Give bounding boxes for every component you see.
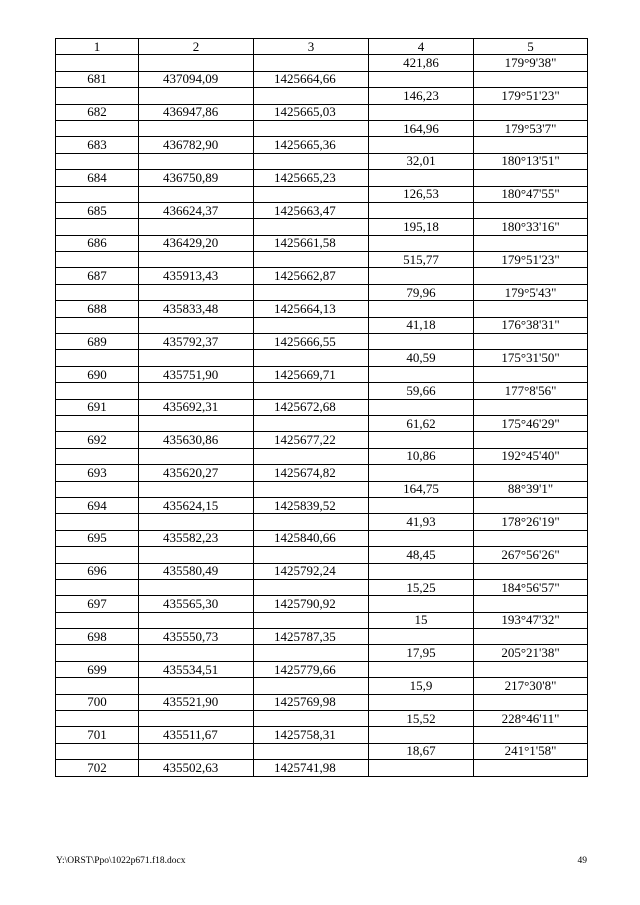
table-row xyxy=(56,678,588,694)
column-header-x: 2 xyxy=(139,39,254,55)
x-coordinate-cell xyxy=(139,514,254,530)
angle-cell xyxy=(474,661,588,677)
distance-cell: 48,45 xyxy=(369,547,474,563)
point-number-cell xyxy=(56,317,139,333)
table-row xyxy=(56,563,588,579)
distance-cell xyxy=(369,661,474,677)
point-number-cell: 686 xyxy=(56,235,139,251)
distance-cell xyxy=(369,301,474,317)
x-coordinate-cell xyxy=(139,612,254,628)
x-coordinate-cell: 435565,30 xyxy=(139,596,254,612)
distance-cell xyxy=(369,694,474,710)
y-coordinate-cell xyxy=(254,186,369,202)
angle-cell xyxy=(474,727,588,743)
point-number-cell xyxy=(56,219,139,235)
point-number-cell: 697 xyxy=(56,596,139,612)
distance-cell: 79,96 xyxy=(369,284,474,300)
table-row xyxy=(56,153,588,169)
angle-cell xyxy=(474,497,588,513)
y-coordinate-cell xyxy=(254,383,369,399)
angle-cell: 228°46'11" xyxy=(474,711,588,727)
table-row xyxy=(56,694,588,710)
y-coordinate-cell xyxy=(254,547,369,563)
y-coordinate-cell: 1425779,66 xyxy=(254,661,369,677)
x-coordinate-cell xyxy=(139,350,254,366)
point-number-cell: 688 xyxy=(56,301,139,317)
y-coordinate-cell: 1425669,71 xyxy=(254,366,369,382)
y-coordinate-cell xyxy=(254,284,369,300)
y-coordinate-cell: 1425741,98 xyxy=(254,760,369,776)
angle-cell xyxy=(474,596,588,612)
angle-cell: 176°38'31" xyxy=(474,317,588,333)
angle-cell: 178°26'19" xyxy=(474,514,588,530)
y-coordinate-cell: 1425790,92 xyxy=(254,596,369,612)
point-number-cell xyxy=(56,120,139,136)
x-coordinate-cell: 435502,63 xyxy=(139,760,254,776)
x-coordinate-cell: 435833,48 xyxy=(139,301,254,317)
distance-cell xyxy=(369,563,474,579)
point-number-cell xyxy=(56,186,139,202)
table-row xyxy=(56,760,588,776)
point-number-cell: 701 xyxy=(56,727,139,743)
distance-cell xyxy=(369,71,474,87)
distance-cell: 40,59 xyxy=(369,350,474,366)
table-row xyxy=(56,317,588,333)
x-coordinate-cell xyxy=(139,448,254,464)
x-coordinate-cell xyxy=(139,711,254,727)
distance-cell xyxy=(369,202,474,218)
angle-cell: 179°9'38" xyxy=(474,55,588,71)
angle-cell xyxy=(474,563,588,579)
angle-cell: 241°1'58" xyxy=(474,743,588,759)
distance-cell: 126,53 xyxy=(369,186,474,202)
point-number-cell: 691 xyxy=(56,399,139,415)
x-coordinate-cell xyxy=(139,579,254,595)
y-coordinate-cell: 1425792,24 xyxy=(254,563,369,579)
y-coordinate-cell xyxy=(254,153,369,169)
y-coordinate-cell xyxy=(254,252,369,268)
point-number-cell: 698 xyxy=(56,629,139,645)
point-number-cell xyxy=(56,448,139,464)
x-coordinate-cell: 435913,43 xyxy=(139,268,254,284)
x-coordinate-cell xyxy=(139,383,254,399)
table-row xyxy=(56,547,588,563)
point-number-cell: 690 xyxy=(56,366,139,382)
point-number-cell xyxy=(56,612,139,628)
distance-cell: 59,66 xyxy=(369,383,474,399)
x-coordinate-cell xyxy=(139,481,254,497)
x-coordinate-cell xyxy=(139,186,254,202)
table-row xyxy=(56,88,588,104)
angle-cell: 177°8'56" xyxy=(474,383,588,399)
y-coordinate-cell: 1425677,22 xyxy=(254,432,369,448)
footer-page-number: 49 xyxy=(577,856,587,866)
x-coordinate-cell xyxy=(139,678,254,694)
table-row xyxy=(56,612,588,628)
column-header-angle: 5 xyxy=(474,39,588,55)
angle-cell: 267°56'26" xyxy=(474,547,588,563)
angle-cell xyxy=(474,760,588,776)
table-row xyxy=(56,629,588,645)
distance-cell xyxy=(369,727,474,743)
x-coordinate-cell: 437094,09 xyxy=(139,71,254,87)
distance-cell: 515,77 xyxy=(369,252,474,268)
distance-cell: 18,67 xyxy=(369,743,474,759)
x-coordinate-cell xyxy=(139,743,254,759)
x-coordinate-cell: 436429,20 xyxy=(139,235,254,251)
y-coordinate-cell: 1425661,58 xyxy=(254,235,369,251)
table-row xyxy=(56,219,588,235)
table-row xyxy=(56,514,588,530)
point-number-cell xyxy=(56,284,139,300)
point-number-cell xyxy=(56,547,139,563)
point-number-cell xyxy=(56,383,139,399)
y-coordinate-cell: 1425665,23 xyxy=(254,170,369,186)
y-coordinate-cell xyxy=(254,415,369,431)
distance-cell: 10,86 xyxy=(369,448,474,464)
x-coordinate-cell: 435521,90 xyxy=(139,694,254,710)
y-coordinate-cell xyxy=(254,55,369,71)
point-number-cell xyxy=(56,481,139,497)
angle-cell: 193°47'32" xyxy=(474,612,588,628)
table-row xyxy=(56,202,588,218)
distance-cell: 15,25 xyxy=(369,579,474,595)
table-row xyxy=(56,350,588,366)
x-coordinate-cell: 435534,51 xyxy=(139,661,254,677)
angle-cell: 179°51'23" xyxy=(474,252,588,268)
y-coordinate-cell: 1425840,66 xyxy=(254,530,369,546)
table-row xyxy=(56,432,588,448)
y-coordinate-cell xyxy=(254,448,369,464)
x-coordinate-cell xyxy=(139,252,254,268)
angle-cell xyxy=(474,301,588,317)
y-coordinate-cell xyxy=(254,678,369,694)
x-coordinate-cell xyxy=(139,284,254,300)
point-number-cell: 684 xyxy=(56,170,139,186)
y-coordinate-cell: 1425672,68 xyxy=(254,399,369,415)
point-number-cell: 702 xyxy=(56,760,139,776)
column-header-y: 3 xyxy=(254,39,369,55)
x-coordinate-cell: 435620,27 xyxy=(139,465,254,481)
y-coordinate-cell: 1425663,47 xyxy=(254,202,369,218)
distance-cell xyxy=(369,235,474,251)
table-row xyxy=(56,530,588,546)
distance-cell xyxy=(369,432,474,448)
angle-cell xyxy=(474,334,588,350)
point-number-cell xyxy=(56,645,139,661)
x-coordinate-cell: 436782,90 xyxy=(139,137,254,153)
x-coordinate-cell xyxy=(139,219,254,235)
distance-cell xyxy=(369,530,474,546)
point-number-cell: 700 xyxy=(56,694,139,710)
point-number-cell xyxy=(56,415,139,431)
point-number-cell xyxy=(56,88,139,104)
table-row xyxy=(56,284,588,300)
distance-cell: 164,75 xyxy=(369,481,474,497)
point-number-cell xyxy=(56,252,139,268)
distance-cell xyxy=(369,399,474,415)
angle-cell: 205°21'38" xyxy=(474,645,588,661)
y-coordinate-cell: 1425665,03 xyxy=(254,104,369,120)
point-number-cell xyxy=(56,350,139,366)
x-coordinate-cell: 435692,31 xyxy=(139,399,254,415)
distance-cell xyxy=(369,137,474,153)
angle-cell: 179°53'7" xyxy=(474,120,588,136)
distance-cell xyxy=(369,366,474,382)
coordinates-table xyxy=(55,38,588,777)
angle-cell xyxy=(474,530,588,546)
y-coordinate-cell: 1425664,13 xyxy=(254,301,369,317)
y-coordinate-cell xyxy=(254,219,369,235)
x-coordinate-cell xyxy=(139,645,254,661)
x-coordinate-cell: 435550,73 xyxy=(139,629,254,645)
point-number-cell: 689 xyxy=(56,334,139,350)
y-coordinate-cell: 1425769,98 xyxy=(254,694,369,710)
point-number-cell xyxy=(56,678,139,694)
table-row xyxy=(56,645,588,661)
table-row xyxy=(56,415,588,431)
angle-cell xyxy=(474,71,588,87)
x-coordinate-cell: 435511,67 xyxy=(139,727,254,743)
y-coordinate-cell xyxy=(254,711,369,727)
y-coordinate-cell: 1425787,35 xyxy=(254,629,369,645)
x-coordinate-cell xyxy=(139,120,254,136)
table-row xyxy=(56,481,588,497)
distance-cell: 41,18 xyxy=(369,317,474,333)
table-row xyxy=(56,268,588,284)
point-number-cell: 682 xyxy=(56,104,139,120)
angle-cell xyxy=(474,629,588,645)
footer-file-path: Y:\ORST\Ppo\1022p671.f18.docx xyxy=(56,856,186,866)
distance-cell xyxy=(369,104,474,120)
table-row xyxy=(56,71,588,87)
point-number-cell xyxy=(56,55,139,71)
distance-cell xyxy=(369,596,474,612)
angle-cell xyxy=(474,432,588,448)
distance-cell: 15 xyxy=(369,612,474,628)
table-row xyxy=(56,579,588,595)
table-row xyxy=(56,727,588,743)
table-row xyxy=(56,104,588,120)
x-coordinate-cell xyxy=(139,547,254,563)
angle-cell xyxy=(474,268,588,284)
distance-cell xyxy=(369,629,474,645)
table-row xyxy=(56,465,588,481)
point-number-cell: 696 xyxy=(56,563,139,579)
table-row xyxy=(56,448,588,464)
x-coordinate-cell: 435624,15 xyxy=(139,497,254,513)
table-row xyxy=(56,252,588,268)
table-row xyxy=(56,743,588,759)
table-row xyxy=(56,366,588,382)
y-coordinate-cell xyxy=(254,514,369,530)
table-row xyxy=(56,170,588,186)
table-row xyxy=(56,383,588,399)
table-row xyxy=(56,711,588,727)
point-number-cell xyxy=(56,743,139,759)
angle-cell xyxy=(474,366,588,382)
point-number-cell: 693 xyxy=(56,465,139,481)
distance-cell xyxy=(369,334,474,350)
point-number-cell: 681 xyxy=(56,71,139,87)
y-coordinate-cell xyxy=(254,743,369,759)
table-row xyxy=(56,137,588,153)
table-row xyxy=(56,55,588,71)
table-header-row xyxy=(56,39,588,55)
point-number-cell xyxy=(56,579,139,595)
x-coordinate-cell xyxy=(139,415,254,431)
point-number-cell: 694 xyxy=(56,497,139,513)
angle-cell: 175°46'29" xyxy=(474,415,588,431)
angle-cell: 175°31'50" xyxy=(474,350,588,366)
x-coordinate-cell xyxy=(139,55,254,71)
angle-cell: 184°56'57" xyxy=(474,579,588,595)
y-coordinate-cell: 1425666,55 xyxy=(254,334,369,350)
table-body xyxy=(56,55,588,776)
angle-cell xyxy=(474,399,588,415)
point-number-cell: 695 xyxy=(56,530,139,546)
x-coordinate-cell: 435630,86 xyxy=(139,432,254,448)
angle-cell xyxy=(474,137,588,153)
distance-cell: 15,9 xyxy=(369,678,474,694)
x-coordinate-cell: 435580,49 xyxy=(139,563,254,579)
y-coordinate-cell xyxy=(254,88,369,104)
distance-cell: 41,93 xyxy=(369,514,474,530)
y-coordinate-cell xyxy=(254,645,369,661)
table-row xyxy=(56,596,588,612)
x-coordinate-cell xyxy=(139,153,254,169)
y-coordinate-cell xyxy=(254,579,369,595)
table-row xyxy=(56,235,588,251)
distance-cell: 17,95 xyxy=(369,645,474,661)
angle-cell xyxy=(474,202,588,218)
distance-cell: 15,52 xyxy=(369,711,474,727)
table-row xyxy=(56,301,588,317)
point-number-cell xyxy=(56,711,139,727)
angle-cell xyxy=(474,235,588,251)
angle-cell: 179°5'43" xyxy=(474,284,588,300)
column-header-point: 1 xyxy=(56,39,139,55)
x-coordinate-cell: 435582,23 xyxy=(139,530,254,546)
table-row xyxy=(56,186,588,202)
table-row xyxy=(56,399,588,415)
distance-cell: 32,01 xyxy=(369,153,474,169)
x-coordinate-cell: 436750,89 xyxy=(139,170,254,186)
x-coordinate-cell: 436624,37 xyxy=(139,202,254,218)
y-coordinate-cell: 1425664,66 xyxy=(254,71,369,87)
distance-cell: 195,18 xyxy=(369,219,474,235)
point-number-cell xyxy=(56,153,139,169)
angle-cell: 180°33'16" xyxy=(474,219,588,235)
point-number-cell: 699 xyxy=(56,661,139,677)
distance-cell xyxy=(369,497,474,513)
y-coordinate-cell: 1425662,87 xyxy=(254,268,369,284)
angle-cell xyxy=(474,170,588,186)
distance-cell xyxy=(369,465,474,481)
angle-cell: 180°13'51" xyxy=(474,153,588,169)
y-coordinate-cell: 1425665,36 xyxy=(254,137,369,153)
y-coordinate-cell xyxy=(254,481,369,497)
x-coordinate-cell: 435792,37 xyxy=(139,334,254,350)
angle-cell: 217°30'8" xyxy=(474,678,588,694)
x-coordinate-cell: 436947,86 xyxy=(139,104,254,120)
angle-cell xyxy=(474,694,588,710)
angle-cell xyxy=(474,104,588,120)
y-coordinate-cell: 1425758,31 xyxy=(254,727,369,743)
distance-cell xyxy=(369,760,474,776)
y-coordinate-cell xyxy=(254,317,369,333)
column-header-distance: 4 xyxy=(369,39,474,55)
y-coordinate-cell: 1425674,82 xyxy=(254,465,369,481)
y-coordinate-cell xyxy=(254,612,369,628)
y-coordinate-cell: 1425839,52 xyxy=(254,497,369,513)
x-coordinate-cell xyxy=(139,317,254,333)
point-number-cell: 685 xyxy=(56,202,139,218)
point-number-cell xyxy=(56,514,139,530)
y-coordinate-cell xyxy=(254,350,369,366)
point-number-cell: 683 xyxy=(56,137,139,153)
table-row xyxy=(56,497,588,513)
angle-cell: 179°51'23" xyxy=(474,88,588,104)
distance-cell: 61,62 xyxy=(369,415,474,431)
table-row xyxy=(56,120,588,136)
angle-cell: 88°39'1" xyxy=(474,481,588,497)
angle-cell: 192°45'40" xyxy=(474,448,588,464)
distance-cell: 164,96 xyxy=(369,120,474,136)
angle-cell: 180°47'55" xyxy=(474,186,588,202)
table-row xyxy=(56,661,588,677)
distance-cell xyxy=(369,268,474,284)
distance-cell xyxy=(369,170,474,186)
table-row xyxy=(56,334,588,350)
y-coordinate-cell xyxy=(254,120,369,136)
distance-cell: 421,86 xyxy=(369,55,474,71)
x-coordinate-cell xyxy=(139,88,254,104)
x-coordinate-cell: 435751,90 xyxy=(139,366,254,382)
angle-cell xyxy=(474,465,588,481)
distance-cell: 146,23 xyxy=(369,88,474,104)
point-number-cell: 687 xyxy=(56,268,139,284)
point-number-cell: 692 xyxy=(56,432,139,448)
